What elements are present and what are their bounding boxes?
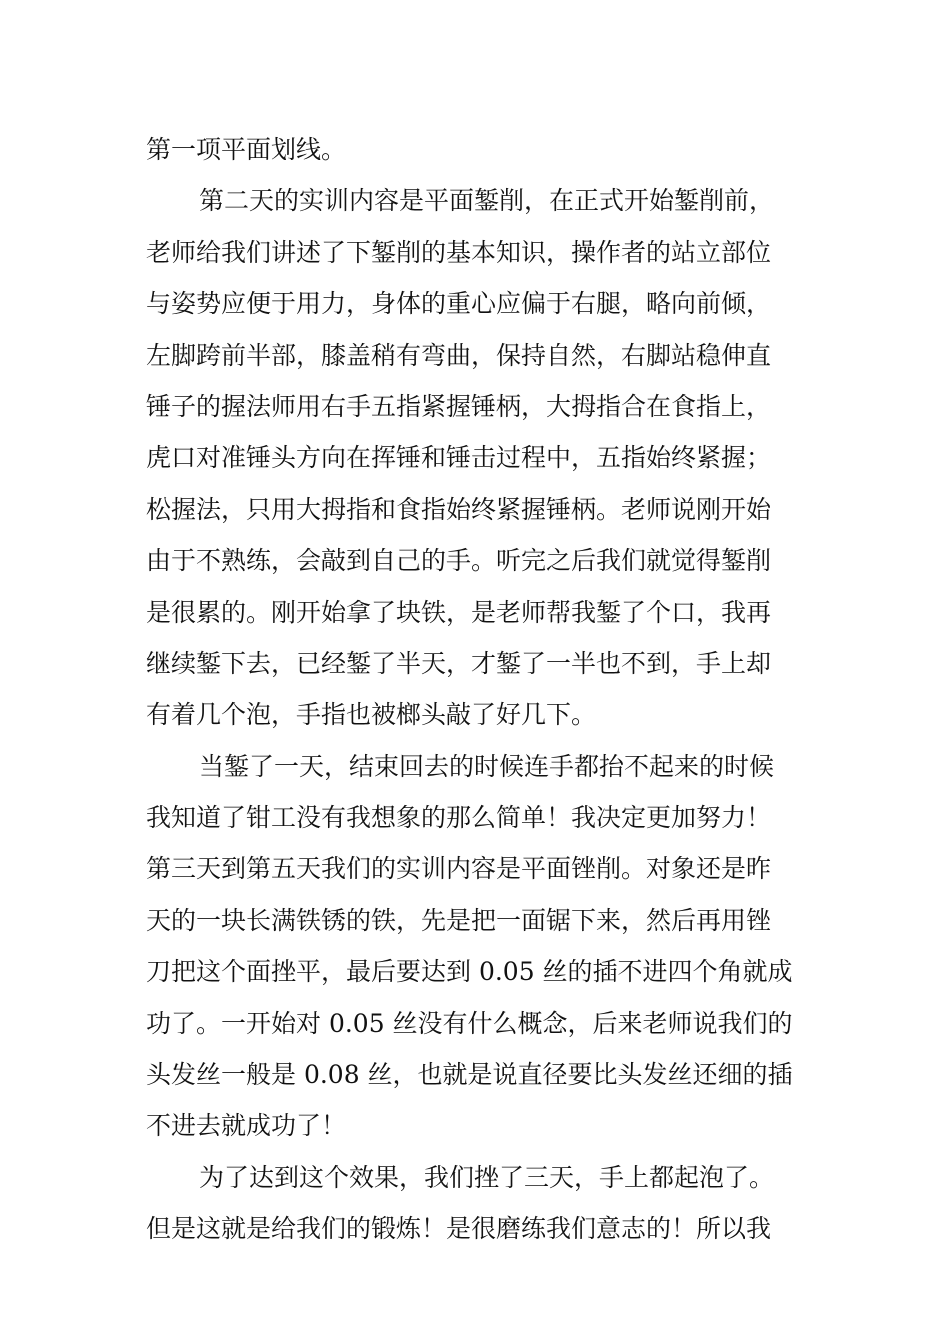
text-line: 但是这就是给我们的锻炼！是很磨练我们意志的！所以我	[146, 1214, 772, 1244]
text-line: 松握法，只用大拇指和食指始终紧握锤柄。老师说刚开始	[146, 494, 772, 524]
text-line: 与姿势应便于用力，身体的重心应偏于右腿，略向前倾，	[146, 289, 772, 319]
text-line: 锤子的握法师用右手五指紧握锤柄，大拇指合在食指上，	[146, 391, 772, 421]
text-line: 由于不熟练，会敲到自己的手。听完之后我们就觉得錾削	[146, 546, 772, 576]
text-line: 头发丝一般是 0.08 丝，也就是说直径要比头发丝还细的插	[146, 1060, 793, 1090]
text-line: 有着几个泡，手指也被榔头敲了好几下。	[146, 700, 597, 730]
text-line: 继续錾下去，已经錾了半天，才錾了一半也不到，手上却	[146, 648, 772, 678]
text-line: 老师给我们讲述了下錾削的基本知识，操作者的站立部位	[146, 237, 772, 267]
text-line: 不进去就成功了！	[146, 1111, 347, 1141]
text-line: 我知道了钳工没有我想象的那么简单！我决定更加努力！	[146, 803, 772, 833]
text-line: 功了。一开始对 0.05 丝没有什么概念，后来老师说我们的	[146, 1008, 793, 1038]
text-line: 是很累的。刚开始拿了块铁，是老师帮我錾了个口，我再	[146, 597, 772, 627]
paragraph-start-line: 当錾了一天，结束回去的时候连手都抬不起来的时候	[199, 751, 775, 781]
body-text	[146, 128, 816, 1259]
text-line: 虎口对准锤头方向在挥锤和锤击过程中，五指始终紧握；	[146, 443, 772, 473]
text-line: 第一项平面划线。	[146, 135, 347, 164]
text-line: 左脚跨前半部，膝盖稍有弯曲，保持自然，右脚站稳伸直	[146, 340, 772, 370]
text-line: 刀把这个面挫平，最后要达到 0.05 丝的插不进四个角就成	[146, 957, 793, 987]
text-line: 天的一块长满铁锈的铁，先是把一面锯下来，然后再用锉	[146, 905, 772, 935]
paragraph-start-line: 为了达到这个效果，我们挫了三天，手上都起泡了。	[199, 1162, 775, 1192]
paragraph-start-line: 第二天的实训内容是平面錾削，在正式开始錾削前，	[199, 186, 775, 216]
text-line: 第三天到第五天我们的实训内容是平面锉削。对象还是昨	[146, 854, 772, 884]
